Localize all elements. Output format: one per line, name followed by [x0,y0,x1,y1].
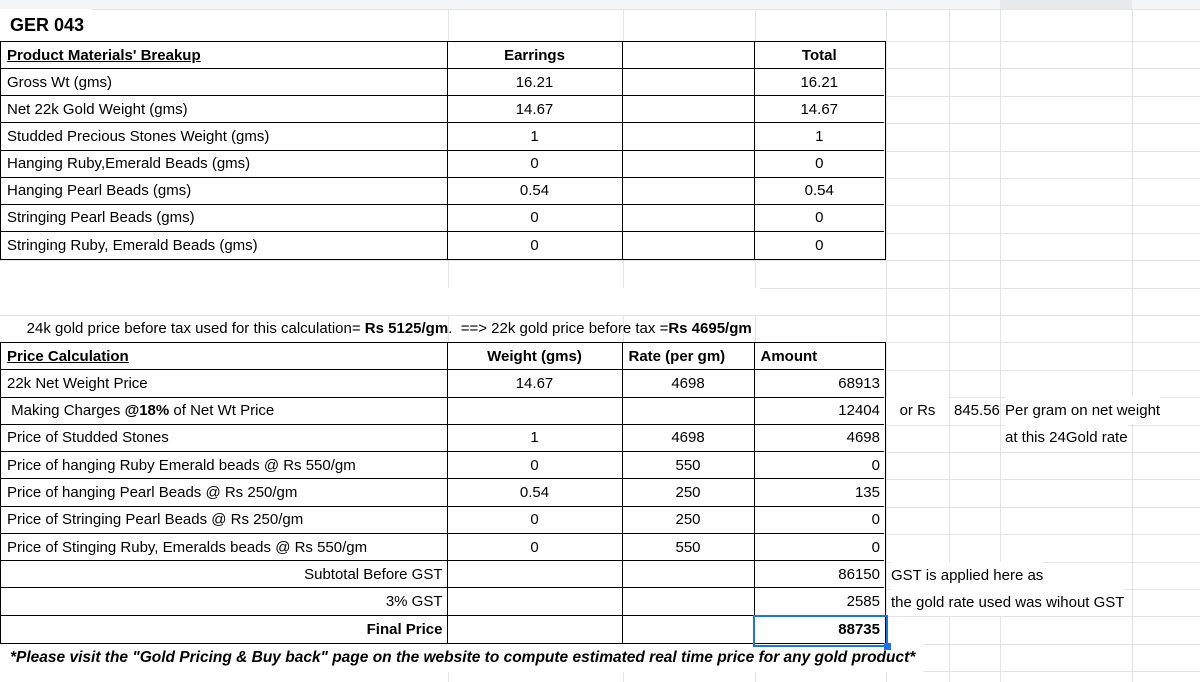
gst-rate-cell[interactable] [623,588,755,615]
price-col-weight[interactable]: Weight (gms) [448,343,623,370]
materials-row-label[interactable]: Stringing Pearl Beads (gms) [1,205,448,232]
per-gram-value-cell[interactable]: 845.56 [954,402,1000,419]
subtotal-weight-cell[interactable] [448,561,623,588]
materials-row-earrings[interactable]: 0 [448,151,623,178]
gst-note-line2-cell[interactable]: the gold rate used was wihout GST [891,589,1124,616]
materials-table [0,41,886,260]
price-row-label[interactable]: Price of Stinging Ruby, Emeralds beads @ Rs 550/gm [1,534,448,561]
price-row-making-label[interactable] [1,398,448,425]
price-row-amount[interactable]: 0 [755,534,885,561]
materials-row-spare[interactable] [623,123,755,150]
price-row-weight[interactable]: 0 [448,507,623,534]
materials-col-total[interactable]: Total [755,42,885,69]
price-row-weight[interactable]: 14.67 [448,370,623,397]
materials-col-earrings[interactable]: Earrings [448,42,623,69]
price-row-rate[interactable]: 4698 [623,370,755,397]
price-title-cell[interactable]: Price Calculation [1,343,448,370]
fill-handle[interactable] [884,643,891,650]
making-label-post: of Net Wt Price [169,402,275,420]
price-row-weight[interactable]: 0 [448,452,623,479]
materials-row-label[interactable]: Gross Wt (gms) [1,69,448,96]
materials-row-earrings[interactable]: 14.67 [448,96,623,123]
at-rate-note-cell[interactable]: at this 24Gold rate [1005,424,1128,451]
price-row-rate[interactable]: 250 [623,507,755,534]
top-partial-row [0,0,1200,9]
final-price-rate-cell[interactable] [623,616,755,643]
materials-row-label[interactable]: Hanging Pearl Beads (gms) [1,178,448,205]
gold-price-note-part3: . ==> 22k gold price before tax = [448,320,669,337]
price-row-rate[interactable]: 4698 [623,425,755,452]
materials-row-earrings[interactable]: 0 [448,232,623,259]
price-row-amount[interactable]: 12404 [755,398,885,425]
materials-row-total[interactable]: 0 [755,205,885,232]
materials-row-spare[interactable] [623,151,755,178]
gold-price-note-cell[interactable] [0,288,760,337]
materials-row-spare[interactable] [623,205,755,232]
materials-row-earrings[interactable]: 1 [448,123,623,150]
materials-row-label[interactable]: Hanging Ruby,Emerald Beads (gms) [1,151,448,178]
materials-col-spare[interactable] [623,42,755,69]
materials-row-spare[interactable] [623,96,755,123]
price-row-amount[interactable]: 0 [755,507,885,534]
gold-price-22k-value: Rs 4695/gm [668,320,752,337]
materials-row-spare[interactable] [623,232,755,259]
materials-row-spare[interactable] [623,178,755,205]
final-price-weight-cell[interactable] [448,616,623,643]
price-row-label[interactable]: Price of hanging Pearl Beads @ Rs 250/gm [1,479,448,506]
subtotal-amount-cell[interactable]: 86150 [755,561,885,588]
gold-price-24k-value: Rs 5125/gm [364,320,449,337]
price-col-amount[interactable]: Amount [755,343,885,370]
price-row-rate[interactable] [623,398,755,425]
materials-row-total[interactable]: 0 [755,151,885,178]
price-row-amount[interactable]: 68913 [755,370,885,397]
price-row-rate[interactable]: 550 [623,452,755,479]
price-row-label[interactable]: Price of hanging Ruby Emerald beads @ Rs 550/gm [1,452,448,479]
materials-row-total[interactable]: 0 [815,236,824,254]
price-row-weight[interactable]: 0.54 [448,479,623,506]
price-col-rate[interactable]: Rate (per gm) [623,343,755,370]
materials-row-label[interactable]: Stringing Ruby, Emerald Beads (gms) [1,232,448,259]
price-row-weight[interactable]: 0 [448,534,623,561]
top-partial-gray-cell [1000,0,1132,9]
price-calculation-table [0,342,886,644]
gst-label-cell[interactable]: 3% GST [1,588,448,615]
materials-row-total[interactable]: 1 [755,123,885,150]
final-price-amount-cell[interactable]: 88735 [838,620,880,638]
subtotal-label-cell[interactable]: Subtotal Before GST [1,561,448,588]
materials-row-earrings[interactable]: 0.54 [448,178,623,205]
product-code-cell[interactable]: GER 043 [0,9,92,41]
materials-row-total[interactable]: 14.67 [755,96,885,123]
price-row-label[interactable]: 22k Net Weight Price [1,370,448,397]
materials-row-earrings[interactable]: 16.21 [448,69,623,96]
making-label-percent: @18% [124,402,170,420]
price-row-label[interactable]: Price of Stringing Pearl Beads @ Rs 250/gm [1,507,448,534]
gst-weight-cell[interactable] [448,588,623,615]
materials-row-total[interactable]: 0.54 [755,178,885,205]
gst-amount-cell[interactable]: 2585 [755,588,885,615]
price-row-amount[interactable]: 135 [755,479,885,506]
materials-row-total[interactable]: 16.21 [755,69,885,96]
price-row-rate[interactable]: 550 [623,534,755,561]
materials-row-earrings[interactable]: 0 [448,205,623,232]
materials-row-spare[interactable] [623,69,755,96]
price-row-weight[interactable] [448,398,623,425]
final-price-label-cell[interactable]: Final Price [1,616,448,643]
price-row-weight[interactable]: 1 [448,425,623,452]
materials-title-cell[interactable]: Product Materials' Breakup [1,42,448,69]
price-row-label[interactable]: Price of Studded Stones [1,425,448,452]
or-rs-cell[interactable]: or Rs [886,397,949,424]
price-row-amount[interactable]: 4698 [755,425,885,452]
price-row-rate[interactable]: 250 [623,479,755,506]
making-label-pre: Making Charges [7,402,125,420]
price-row-amount[interactable]: 0 [755,452,885,479]
gst-note-line1-cell[interactable]: GST is applied here as [891,562,1043,589]
materials-row-label[interactable]: Net 22k Gold Weight (gms) [1,96,448,123]
materials-row-label[interactable]: Studded Precious Stones Weight (gms) [1,123,448,150]
per-gram-note-cell[interactable]: Per gram on net weight [1005,397,1160,424]
gold-price-note-part1: 24k gold price before tax used for this calculation= [26,320,365,337]
subtotal-rate-cell[interactable] [623,561,755,588]
footer-note-cell[interactable]: *Please visit the "Gold Pricing & Buy back" page on the website to compute estimated real time price for any gold product* [0,644,923,672]
